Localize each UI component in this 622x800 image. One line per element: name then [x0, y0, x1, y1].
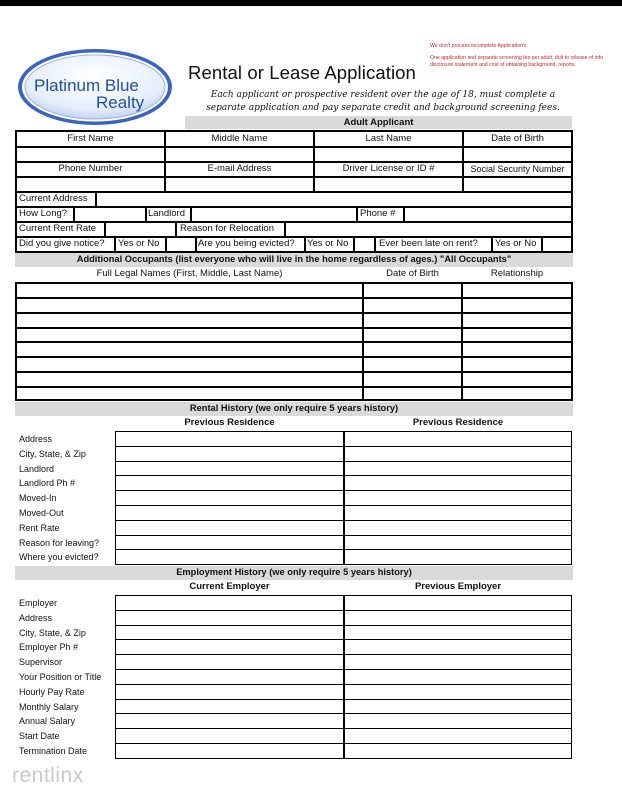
rental-row-label: Moved-Out [19, 508, 64, 518]
rental-history-header: Rental History (we only require 5 years history) [15, 402, 573, 416]
input-how-long[interactable] [75, 208, 144, 221]
input-middle-name[interactable] [166, 148, 313, 161]
employment-input-col-1[interactable] [115, 654, 344, 670]
employment-row-label: Termination Date [19, 746, 88, 756]
rental-col-1: Previous Residence [184, 417, 275, 428]
employment-col-1: Current Employer [189, 581, 270, 592]
rental-row-label: Landlord [19, 463, 55, 474]
label-date-of-birth: Date of Birth [491, 133, 544, 144]
employment-row-label: City, State, & Zip [19, 627, 86, 638]
employment-input-col-1[interactable] [115, 625, 344, 641]
employment-row-label: Monthly Salary [19, 701, 79, 712]
rental-input-col-1[interactable] [115, 490, 344, 506]
logo-text-line2: Realty [96, 93, 145, 112]
rental-input-col-2[interactable] [344, 535, 572, 551]
employment-row-label: Your Position or Title [19, 672, 102, 682]
occupants-col-names: Full Legal Names (First, Middle, Last Name) [96, 268, 283, 279]
label-being-evicted: Are you being evicted? [198, 238, 295, 249]
label-first-name: First Name [67, 133, 114, 144]
employment-row-label: Employer [19, 598, 58, 608]
employment-col-2: Previous Employer [414, 581, 502, 592]
employment-input-col-1[interactable] [115, 595, 344, 611]
employment-input-col-1[interactable] [115, 743, 344, 759]
employment-input-col-2[interactable] [344, 743, 572, 759]
rental-input-col-2[interactable] [344, 505, 572, 521]
employment-input-col-1[interactable] [115, 728, 344, 744]
employment-input-col-2[interactable] [344, 639, 572, 655]
label-ssn: Social Security Number [470, 164, 565, 174]
rental-row-label: Address [19, 434, 53, 444]
notice-line-2: One application and separate screening fee per adult, dult to release of info disclosure statement and cost of obtaining background. reports. [430, 54, 604, 68]
top-edge-bar [0, 0, 622, 6]
input-email[interactable] [166, 178, 313, 191]
employment-input-col-2[interactable] [344, 625, 572, 641]
input-landlord-phone[interactable] [405, 208, 571, 221]
employment-row-label: Hourly Pay Rate [19, 686, 85, 697]
employment-input-col-2[interactable] [344, 654, 572, 670]
label-landlord: Landlord [148, 208, 185, 219]
occupants-col-relationship: Relationship [490, 268, 544, 279]
employment-input-col-1[interactable] [115, 684, 344, 700]
employment-input-col-2[interactable] [344, 610, 572, 626]
input-landlord[interactable] [192, 208, 355, 221]
rental-row-label: Reason for leaving? [19, 537, 100, 548]
input-driver-license[interactable] [315, 178, 462, 191]
rental-input-col-2[interactable] [344, 431, 572, 447]
rental-input-col-1[interactable] [115, 461, 344, 477]
rental-input-col-2[interactable] [344, 446, 572, 462]
employment-row-label: Employer Ph # [19, 642, 79, 653]
input-first-name[interactable] [17, 148, 164, 161]
rental-col-2: Previous Residence [412, 417, 504, 428]
input-reason-relocation[interactable] [286, 223, 571, 236]
employment-input-col-1[interactable] [115, 699, 344, 715]
occupants-col-dob: Date of Birth [386, 268, 439, 279]
page-title: Rental or Lease Application [188, 62, 416, 83]
employment-row-label: Supervisor [19, 657, 63, 668]
logo-text-line1: Platinum Blue [34, 76, 139, 95]
yes-no-notice[interactable]: Yes or No [118, 238, 160, 249]
employment-input-col-1[interactable] [115, 610, 344, 626]
label-current-rent-rate: Current Rent Rate [19, 223, 97, 234]
employment-input-col-1[interactable] [115, 669, 344, 685]
rental-input-col-2[interactable] [344, 520, 572, 536]
rental-input-col-1[interactable] [115, 505, 344, 521]
employment-row-label: Address [19, 612, 53, 623]
label-driver-license: Driver License or ID # [342, 163, 435, 174]
employment-input-col-2[interactable] [344, 728, 572, 744]
label-late-on-rent: Ever been late on rent? [379, 238, 478, 249]
employment-input-col-2[interactable] [344, 699, 572, 715]
label-phone: Phone # [360, 208, 396, 219]
employment-input-col-2[interactable] [344, 684, 572, 700]
rental-row-label: City, State, & Zip [19, 448, 86, 459]
watermark: rentlinx [12, 764, 84, 787]
employment-input-col-2[interactable] [344, 595, 572, 611]
rental-input-col-1[interactable] [115, 520, 344, 536]
rental-input-col-1[interactable] [115, 431, 344, 447]
label-middle-name: Middle Name [211, 133, 268, 144]
employment-input-col-1[interactable] [115, 713, 344, 729]
input-last-name[interactable] [315, 148, 462, 161]
label-reason-relocation: Reason for Relocation [180, 223, 274, 234]
input-date-of-birth[interactable] [464, 148, 571, 161]
rental-input-col-2[interactable] [344, 461, 572, 477]
rental-row-label: Rent Rate [19, 522, 60, 533]
rental-input-col-2[interactable] [344, 490, 572, 506]
input-ssn[interactable] [464, 178, 571, 191]
employment-row-label: Annual Salary [19, 716, 76, 727]
rental-input-col-1[interactable] [115, 475, 344, 491]
rental-input-col-2[interactable] [344, 475, 572, 491]
employment-input-col-2[interactable] [344, 669, 572, 685]
page-subtitle: Each applicant or prospective resident over the age of 18, must complete a separate application and pay separate credit and background screening fees. [206, 90, 560, 113]
employment-row-label: Start Date [19, 731, 60, 742]
rental-row-label: Landlord Ph # [19, 478, 76, 489]
rental-input-col-2[interactable] [344, 549, 572, 565]
occupants-header: Additional Occupants (list everyone who will live in the home regardless of ages.) "All Occupants" [15, 253, 573, 267]
label-phone-number: Phone Number [58, 163, 123, 174]
input-current-rent-rate[interactable] [106, 223, 174, 236]
label-how-long: How Long? [19, 208, 68, 219]
platinum-blue-realty-logo [16, 47, 174, 127]
employment-input-col-2[interactable] [344, 713, 572, 729]
input-current-address[interactable] [97, 193, 571, 206]
notice-text [430, 43, 610, 68]
yes-no-evicted[interactable]: Yes or No [307, 238, 349, 249]
rental-input-col-1[interactable] [115, 535, 344, 551]
label-give-notice: Did you give notice? [19, 238, 105, 249]
input-phone-number[interactable] [17, 178, 164, 191]
label-email: E-mail Address [207, 163, 272, 174]
rental-row-label: Moved-In [19, 493, 57, 504]
yes-no-late[interactable]: Yes or No [495, 238, 537, 249]
rental-input-col-1[interactable] [115, 446, 344, 462]
employment-input-col-1[interactable] [115, 639, 344, 655]
label-current-address: Current Address [19, 193, 88, 204]
label-last-name: Last Name [365, 133, 412, 144]
rental-row-label: Where you evicted? [19, 552, 99, 563]
rental-input-col-1[interactable] [115, 549, 344, 565]
employment-history-header: Employment History (we only require 5 years history) [15, 566, 573, 580]
adult-applicant-header: Adult Applicant [185, 116, 572, 129]
notice-line-1: We don't process incomplete Application's [430, 43, 527, 49]
